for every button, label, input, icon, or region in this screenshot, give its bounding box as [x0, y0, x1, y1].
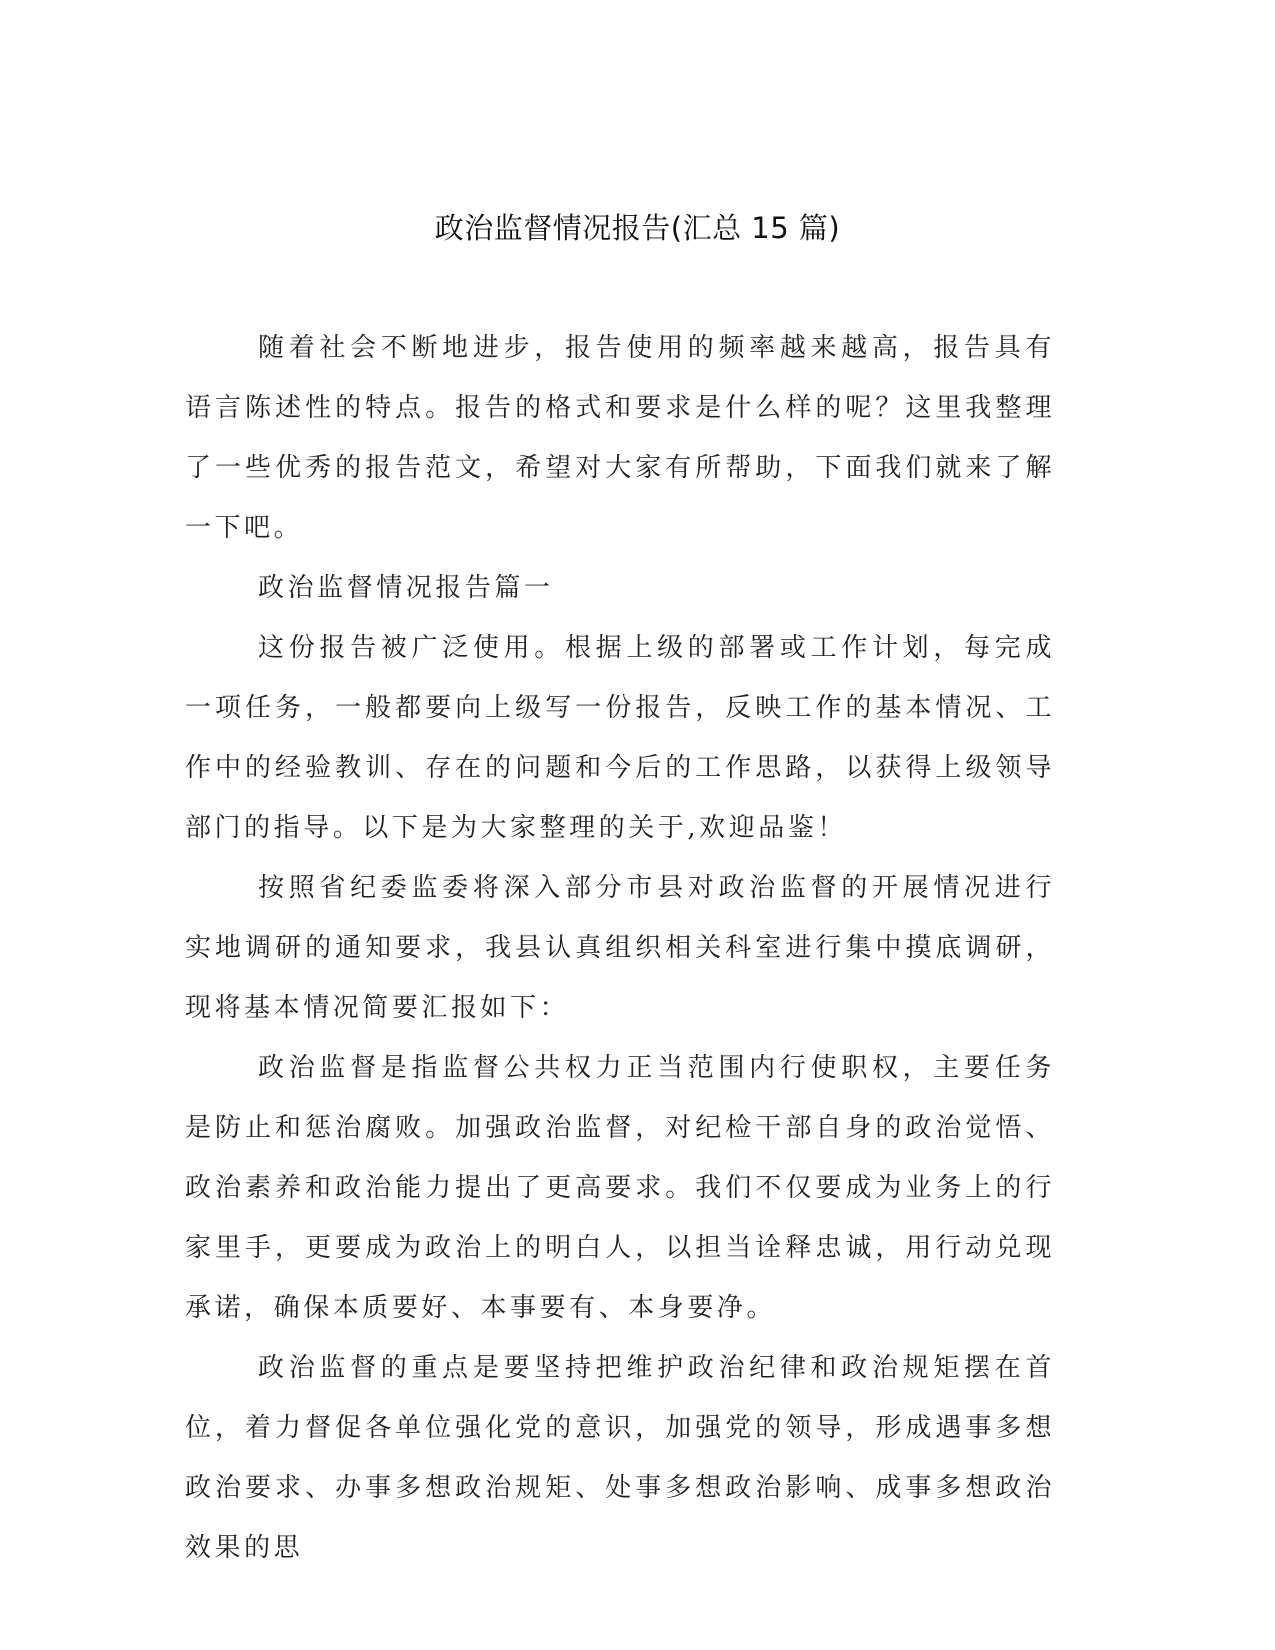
- body-paragraph: 政治监督是指监督公共权力正当范围内行使职权，主要任务是防止和惩治腐败。加强政治监督，对纪检干部自身的政治觉悟、政治素养和政治能力提出了更高要求。我们不仅要成为业务上的行家里手，更要成为政治上的明白人，以担当诠释忠诚，用行动兑现承诺，确保本质要好、本事要有、本身要净。: [185, 1053, 1055, 1323]
- intro-paragraph: 随着社会不断地进步，报告使用的频率越来越高，报告具有语言陈述性的特点。报告的格式和要求是什么样的呢？这里我整理了一些优秀的报告范文，希望对大家有所帮助，下面我们就来了解一下吧。: [185, 333, 1055, 543]
- body-paragraph: 这份报告被广泛使用。根据上级的部署或工作计划，每完成一项任务，一般都要向上级写一份报告，反映工作的基本情况、工作中的经验教训、存在的问题和今后的工作思路，以获得上级领导部门的指导。以下是为大家整理的关于,欢迎品鉴！: [185, 633, 1055, 843]
- document-body: [185, 318, 1055, 1578]
- section-heading: 政治监督情况报告篇一: [258, 573, 554, 603]
- body-paragraph: 政治监督的重点是要坚持把维护政治纪律和政治规矩摆在首位，着力督促各单位强化党的意识，加强党的领导，形成遇事多想政治要求、办事多想政治规矩、处事多想政治影响、成事多想政治效果的思: [185, 1353, 1055, 1563]
- document-title: 政治监督情况报告(汇总 15 篇): [434, 211, 841, 245]
- body-paragraph: 按照省纪委监委将深入部分市县对政治监督的开展情况进行实地调研的通知要求，我县认真组织相关科室进行集中摸底调研，现将基本情况简要汇报如下：: [185, 873, 1055, 1023]
